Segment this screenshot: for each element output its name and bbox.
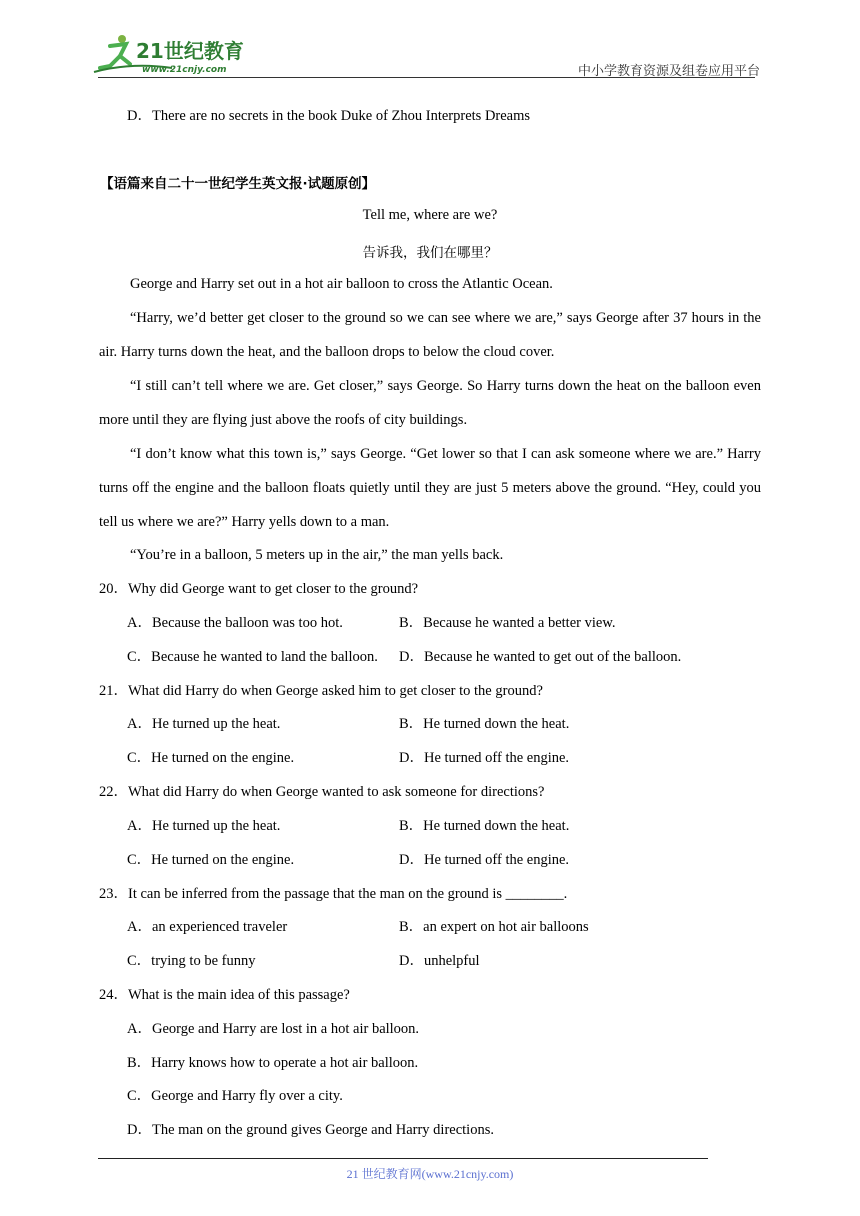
question-23-option-a: A．an experienced traveler: [127, 919, 288, 935]
question-21-option-c: C．He turned on the engine.: [127, 750, 295, 766]
passage-title-en: Tell me, where are we?: [362, 207, 498, 223]
question-20-option-c: C．Because he wanted to land the balloon.: [127, 649, 378, 665]
passage-paragraph-3: “I still can’t tell where we are. Get closer,” says George. So Harry turns down the heat on the balloon even more until they are flying just above the roofs of city buildings.: [99, 378, 761, 428]
passage-paragraph-5: “You’re in a balloon, 5 meters up in the air,” the man yells back.: [130, 547, 504, 563]
question-23-option-d: D．unhelpful: [399, 953, 480, 969]
question-20-stem: 20．Why did George want to get closer to the ground?: [99, 581, 419, 597]
question-21-option-b: B．He turned down the heat.: [399, 716, 570, 732]
footer-divider: [98, 1158, 708, 1159]
footer-site[interactable]: 21 世纪教育网(www.21cnjy.com): [346, 1167, 514, 1181]
question-22-option-b: B．He turned down the heat.: [399, 818, 570, 834]
question-23-stem: 23．It can be inferred from the passage that the man on the ground is ________.: [99, 886, 568, 902]
question-24-option-d: D．The man on the ground gives George and Harry directions.: [127, 1122, 494, 1138]
question-24-option-b: B．Harry knows how to operate a hot air balloon.: [127, 1055, 419, 1071]
question-21-stem: 21．What did Harry do when George asked him to get closer to the ground?: [99, 683, 543, 699]
question-23-option-c: C．trying to be funny: [127, 953, 256, 969]
section-source: 【语篇来自二十一世纪学生英文报·试题原创】: [100, 176, 376, 192]
question-24-option-a: A．George and Harry are lost in a hot air balloon.: [127, 1021, 420, 1037]
question-20-option-a: A．Because the balloon was too hot.: [127, 615, 343, 631]
logo-21cnjy: [92, 32, 262, 76]
question-20-option-d: D．Because he wanted to get out of the balloon.: [399, 649, 682, 665]
page-header: [92, 32, 760, 78]
question-24-stem: 24．What is the main idea of this passage?: [99, 987, 350, 1003]
passage-paragraph-4: “I don’t know what this town is,” says George. “Get lower so that I can ask someone where we are.” Harry turns off the engine and the balloon floats quietly until they are just 5 meters above the ground. “Hey, could you tell us where we are?” Harry yells down to a man.: [99, 446, 761, 530]
question-22-option-d: D．He turned off the engine.: [399, 852, 570, 868]
question-20-option-b: B．Because he wanted a better view.: [399, 615, 616, 631]
header-divider: [98, 77, 755, 78]
question-22-option-c: C．He turned on the engine.: [127, 852, 295, 868]
question-22-stem: 22．What did Harry do when George wanted to ask someone for directions?: [99, 784, 545, 800]
svg-text:www.21cnjy.com: www.21cnjy.com: [142, 65, 227, 75]
question-24-option-c: C．George and Harry fly over a city.: [127, 1088, 343, 1104]
question-22-option-a: A．He turned up the heat.: [127, 818, 281, 834]
passage-title-cn: 告诉我，我们在哪里？: [362, 245, 498, 261]
passage-paragraph-1: George and Harry set out in a hot air balloon to cross the Atlantic Ocean.: [130, 276, 553, 292]
platform-label: 中小学教育资源及组卷应用平台: [577, 64, 760, 79]
question-21-option-d: D．He turned off the engine.: [399, 750, 570, 766]
question-23-option-b: B．an expert on hot air balloons: [399, 919, 589, 935]
svg-text:21世纪教育: 21世纪教育: [136, 39, 244, 63]
prev-option-d: D．There are no secrets in the book Duke of Zhou Interprets Dreams: [127, 108, 531, 124]
question-21-option-a: A．He turned up the heat.: [127, 716, 281, 732]
passage-paragraph-2: “Harry, we’d better get closer to the ground so we can see where we are,” says George after 37 hours in the air. Harry turns down the heat, and the balloon drops to below the cloud cover.: [99, 310, 761, 360]
